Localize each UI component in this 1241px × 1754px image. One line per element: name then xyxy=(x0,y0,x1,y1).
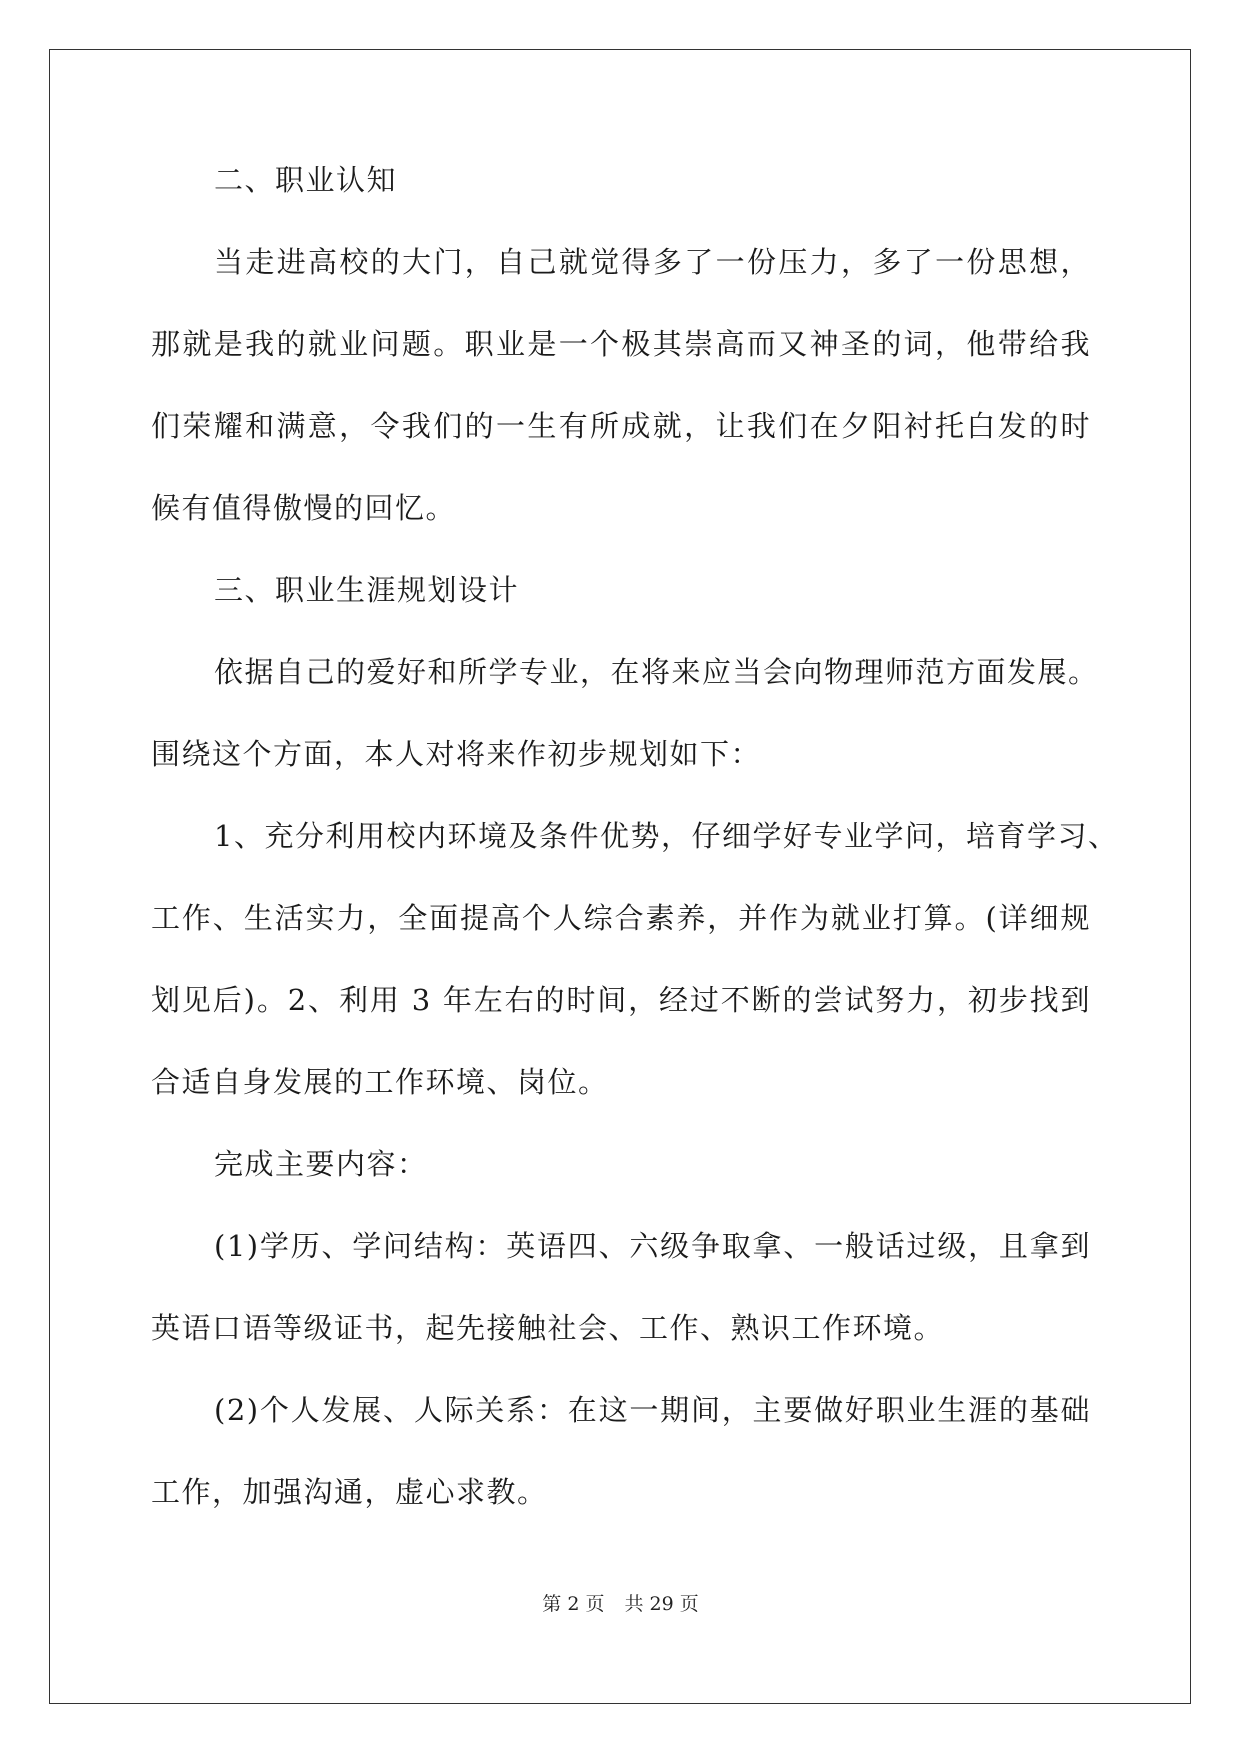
paragraph-line: 1、充分利用校内环境及条件优势，仔细学好专业学问，培育学习、 xyxy=(214,819,1119,853)
paragraph-line: 英语口语等级证书，起先接触社会、工作、熟识工作环境。 xyxy=(151,1311,945,1345)
section-heading-career-planning: 三、职业生涯规划设计 xyxy=(214,573,520,607)
paragraph-line: 那就是我的就业问题。职业是一个极其崇高而又神圣的词，他带给我 xyxy=(151,327,1091,361)
paragraph-line: 们荣耀和满意，令我们的一生有所成就，让我们在夕阳衬托白发的时 xyxy=(151,409,1091,443)
paragraph-line: 依据自己的爱好和所学专业，在将来应当会向物理师范方面发展。 xyxy=(214,655,1099,689)
paragraph-line: 合适自身发展的工作环境、岗位。 xyxy=(151,1065,609,1099)
page-number: 第 2 页 xyxy=(542,1593,605,1615)
page-footer xyxy=(0,1592,1241,1616)
paragraph-line: 围绕这个方面，本人对将来作初步规划如下： xyxy=(151,737,762,771)
total-pages: 共 29 页 xyxy=(624,1593,699,1615)
paragraph-line: (2)个人发展、人际关系：在这一期间，主要做好职业生涯的基础 xyxy=(214,1393,1091,1427)
paragraph-line: 当走进高校的大门，自己就觉得多了一份压力，多了一份思想， xyxy=(214,245,1091,279)
section-heading-career-cognition: 二、职业认知 xyxy=(214,163,398,197)
paragraph-line: 工作、生活实力，全面提高个人综合素养，并作为就业打算。(详细规 xyxy=(151,901,1091,935)
paragraph-line: (1)学历、学问结构：英语四、六级争取拿、一般话过级，且拿到 xyxy=(214,1229,1091,1263)
page-border xyxy=(49,49,1191,1704)
paragraph-line: 划见后)。2、利用 3 年左右的时间，经过不断的尝试努力，初步找到 xyxy=(151,983,1091,1017)
paragraph-line: 工作，加强沟通，虚心求教。 xyxy=(151,1475,548,1509)
paragraph-line: 完成主要内容： xyxy=(214,1147,428,1181)
paragraph-line: 候有值得傲慢的回忆。 xyxy=(151,491,457,525)
